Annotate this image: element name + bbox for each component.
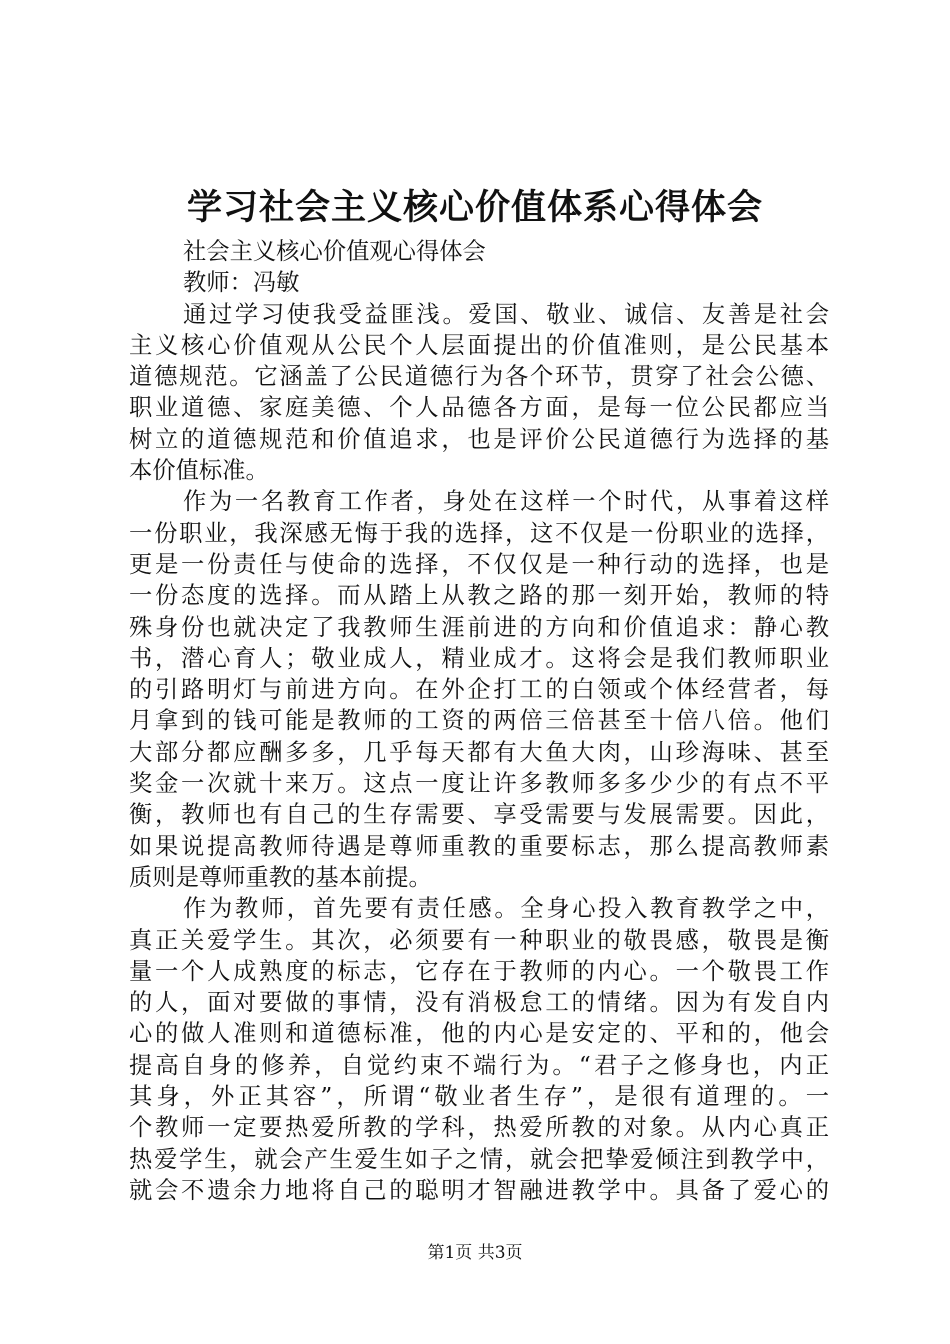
paragraph-line: 主义核心价值观从公民个人层面提出的价值准则，是公民基本 bbox=[129, 331, 829, 359]
paragraph-line: 衡，教师也有自己的生存需要、享受需要与发展需要。因此， bbox=[129, 801, 829, 829]
paragraph-line: 职业道德、家庭美德、个人品德各方面，是每一位公民都应当 bbox=[129, 394, 829, 422]
paragraph-line: 大部分都应酬多多，几乎每天都有大鱼大肉，山珍海味、甚至 bbox=[129, 738, 829, 766]
paragraph-line: 的人，面对要做的事情，没有消极怠工的情绪。因为有发自内 bbox=[129, 989, 829, 1017]
paragraph bbox=[129, 299, 829, 487]
paragraph-list bbox=[129, 299, 829, 1207]
paragraph-line: 提高自身的修养，自觉约束不端行为。“君子之修身也，内正 bbox=[129, 1051, 829, 1079]
paragraph-line: 质则是尊师重教的基本前提。 bbox=[129, 863, 432, 891]
paragraph-line: 心的做人准则和道德标准，他的内心是安定的、平和的，他会 bbox=[129, 1020, 829, 1048]
page-title: 学习社会主义核心价值体系心得体会 bbox=[186, 188, 763, 228]
paragraph-line: 本价值标准。 bbox=[129, 457, 269, 485]
paragraph-line: 如果说提高教师待遇是尊师重教的重要标志，那么提高教师素 bbox=[129, 832, 829, 860]
paragraph-line: 月拿到的钱可能是教师的工资的两倍三倍甚至十倍八倍。他们 bbox=[129, 707, 829, 735]
paragraph-line: 奖金一次就十来万。这点一度让许多教师多多少少的有点不平 bbox=[129, 770, 829, 798]
paragraph-line: 其身，外正其容”，所谓“敬业者生存”，是很有道理的。一 bbox=[129, 1083, 829, 1111]
paragraph-line: 更是一份责任与使命的选择，不仅仅是一种行动的选择，也是 bbox=[129, 550, 829, 578]
paragraph-line: 作为教师，首先要有责任感。全身心投入教育教学之中， bbox=[183, 895, 829, 923]
paragraph-line: 一份态度的选择。而从踏上从教之路的那一刻开始，教师的特 bbox=[129, 582, 829, 610]
paragraph-line: 热爱学生，就会产生爱生如子之情，就会把挚爱倾注到教学中， bbox=[129, 1145, 829, 1173]
paragraph-line: 书，潜心育人；敬业成人，精业成才。这将会是我们教师职业 bbox=[129, 644, 829, 672]
paragraph-line: 道德规范。它涵盖了公民道德行为各个环节，贯穿了社会公德、 bbox=[129, 363, 829, 391]
document-body bbox=[129, 236, 829, 1206]
paragraph-line: 就会不遗余力地将自己的聪明才智融进教学中。具备了爱心的 bbox=[129, 1176, 829, 1204]
paragraph bbox=[129, 486, 829, 893]
paragraph-line: 通过学习使我受益匪浅。爱国、敬业、诚信、友善是社会 bbox=[183, 300, 829, 328]
paragraph-line: 作为一名教育工作者，身处在这样一个时代，从事着这样 bbox=[183, 488, 829, 516]
paragraph-line: 个教师一定要热爱所教的学科，热爱所教的对象。从内心真正 bbox=[129, 1114, 829, 1142]
paragraph bbox=[129, 893, 829, 1206]
paragraph-line: 殊身份也就决定了我教师生涯前进的方向和价值追求：静心教 bbox=[129, 613, 829, 641]
paragraph-line: 一份职业，我深感无悔于我的选择，这不仅是一份职业的选择， bbox=[129, 519, 829, 547]
paragraph-line: 真正关爱学生。其次，必须要有一种职业的敬畏感，敬畏是衡 bbox=[129, 926, 829, 954]
paragraph-line: 量一个人成熟度的标志，它存在于教师的内心。一个敬畏工作 bbox=[129, 957, 829, 985]
author-line: 教师：冯敏 bbox=[183, 269, 300, 297]
paragraph-line: 的引路明灯与前进方向。在外企打工的白领或个体经营者，每 bbox=[129, 676, 829, 704]
document-subtitle: 社会主义核心价值观心得体会 bbox=[183, 238, 486, 265]
paragraph-line: 树立的道德规范和价值追求，也是评价公民道德行为选择的基 bbox=[129, 425, 829, 453]
page-number-footer: 第1页 共3页 bbox=[427, 1243, 523, 1263]
